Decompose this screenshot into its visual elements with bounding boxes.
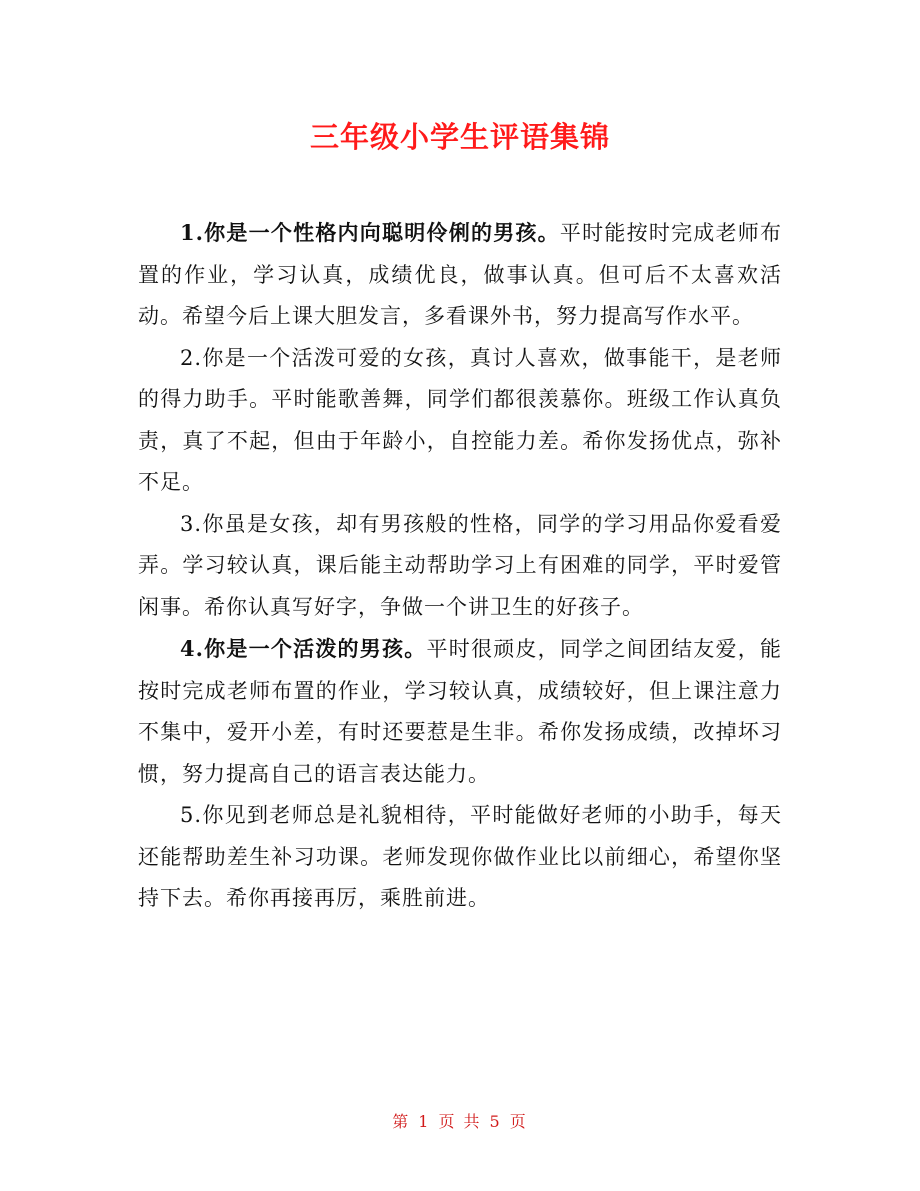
paragraph-3	[138, 504, 782, 629]
document-body	[138, 212, 782, 920]
footer-total-pages: 5	[489, 1112, 502, 1131]
paragraph-5-text: 5.你见到老师总是礼貌相待，平时能做好老师的小助手，每天还能帮助差生补习功课。老师发现你做作业比以前细心，希望你坚持下去。希你再接再厉，乘胜前进。	[138, 803, 782, 910]
paragraph-1-lead: 1.你是一个性格内向聪明伶俐的男孩。	[180, 220, 560, 245]
paragraph-2	[138, 338, 782, 504]
paragraph-4-text: 平时很顽皮，同学之间团结友爱，能按时完成老师布置的作业，学习较认真，成绩较好，但上课注意力不集中，爱开小差，有时还要惹是生非。希你发扬成绩，改掉坏习惯，努力提高自己的语言表达能力。	[138, 637, 782, 786]
page-title: 三年级小学生评语集锦	[309, 120, 610, 154]
page-footer	[0, 1110, 920, 1134]
paragraph-3-text: 3.你虽是女孩，却有男孩般的性格，同学的学习用品你爱看爱弄。学习较认真，课后能主动帮助学习上有困难的同学，平时爱管闲事。希你认真写好字，争做一个讲卫生的好孩子。	[138, 511, 782, 619]
paragraph-4-lead: 4.你是一个活泼的男孩。	[180, 636, 427, 661]
paragraph-4	[138, 628, 782, 795]
paragraph-5	[138, 795, 782, 920]
footer-page-number: 1	[418, 1112, 431, 1131]
footer-prefix: 第	[392, 1112, 411, 1131]
footer-suffix: 页	[509, 1112, 528, 1131]
paragraph-1	[138, 212, 782, 338]
footer-middle: 页 共	[438, 1112, 482, 1131]
paragraph-2-text: 2.你是一个活泼可爱的女孩，真讨人喜欢，做事能干，是老师的得力助手。平时能歌善舞，同学们都很羡慕你。班级工作认真负责，真了不起，但由于年龄小，自控能力差。希你发扬优点，弥补不足。	[138, 345, 782, 494]
paragraph-1-text: 平时能按时完成老师布置的作业，学习认真，成绩优良，做事认真。但可后不太喜欢活动。希望今后上课大胆发言，多看课外书，努力提高写作水平。	[138, 221, 783, 328]
